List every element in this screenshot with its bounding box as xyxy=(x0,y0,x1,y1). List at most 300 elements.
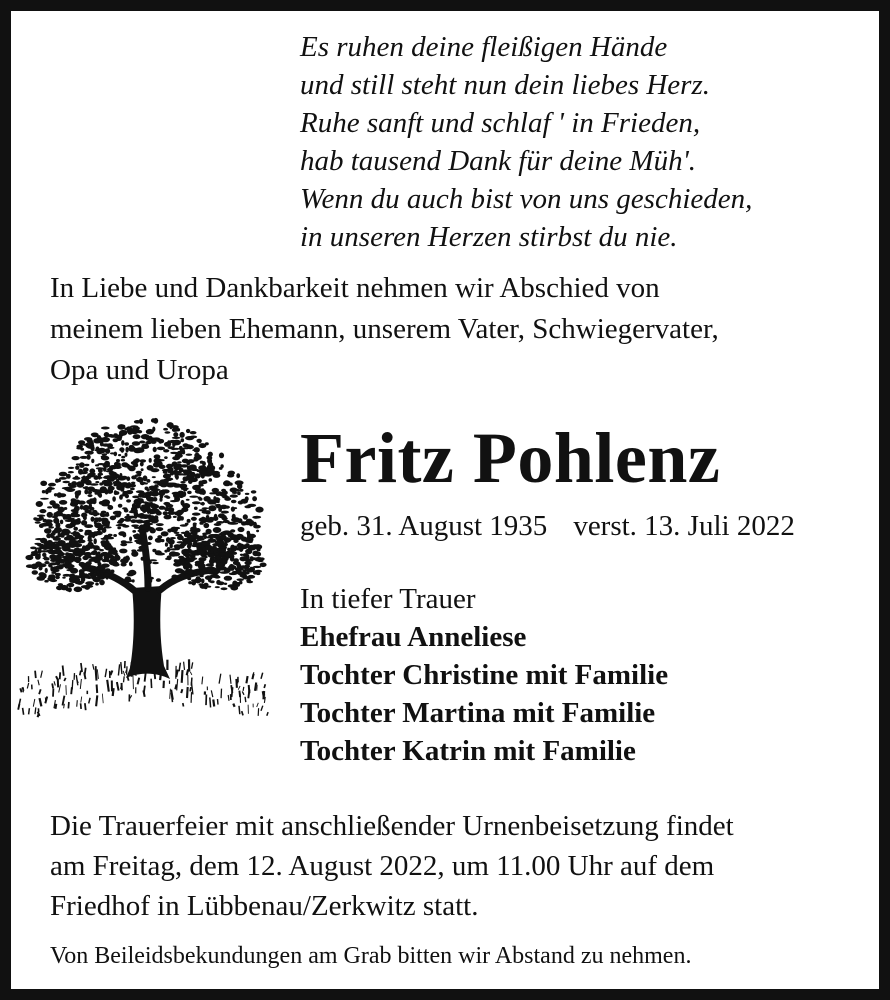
leaf-dot xyxy=(91,517,95,522)
leaf-dot xyxy=(127,572,135,576)
leaf-dot xyxy=(175,534,182,536)
leaf-dot xyxy=(232,492,238,494)
leaf-dot xyxy=(232,571,238,573)
leaf-dot xyxy=(232,552,237,555)
leaf-dot xyxy=(95,464,99,466)
grass-stroke xyxy=(255,683,256,691)
leaf-dot xyxy=(192,501,201,504)
poem-line: Es ruhen deine fleißigen Hände xyxy=(300,31,668,63)
leaf-dot xyxy=(55,479,59,483)
leaf-dot xyxy=(216,500,220,503)
leaf-dot xyxy=(97,570,100,574)
leaf-dot xyxy=(236,534,244,539)
leaf-dot xyxy=(104,546,107,549)
leaf-dot xyxy=(130,429,138,434)
leaf-dot xyxy=(174,559,178,562)
leaf-dot xyxy=(134,540,142,543)
leaf-dot xyxy=(86,561,92,565)
leaf-dot xyxy=(136,514,143,518)
leaf-dot xyxy=(50,574,55,579)
leaf-dot xyxy=(103,536,111,539)
leaf-dot xyxy=(191,473,195,477)
leaf-dot xyxy=(101,456,107,459)
leaf-dot xyxy=(57,492,62,498)
leaf-dot xyxy=(179,557,183,561)
leaf-dot xyxy=(200,572,205,576)
leaf-dot xyxy=(184,560,191,563)
leaf-dot xyxy=(134,527,141,529)
ceremony-details xyxy=(50,806,734,926)
leaf-dot xyxy=(182,459,189,464)
grass-stroke xyxy=(170,689,171,699)
leaf-dot xyxy=(68,587,72,592)
grass-stroke xyxy=(191,678,192,686)
leaf-dot xyxy=(71,481,77,486)
leaf-dot xyxy=(54,544,61,548)
leaf-dot xyxy=(112,496,116,502)
leaf-dot xyxy=(83,573,88,576)
leaf-dot xyxy=(166,496,170,499)
leaf-dot xyxy=(188,581,192,584)
leaf-dot xyxy=(227,474,234,478)
leaf-dot xyxy=(113,433,117,436)
leaf-dot xyxy=(166,464,173,469)
leaf-dot xyxy=(88,542,94,546)
leaf-dot xyxy=(207,468,215,473)
grass-stroke xyxy=(252,674,253,679)
leaf-dot xyxy=(69,488,76,491)
leaf-dot xyxy=(208,505,216,511)
leaf-dot xyxy=(56,586,63,591)
leaf-dot xyxy=(170,529,177,532)
leaf-dot xyxy=(97,517,102,522)
leaf-dot xyxy=(119,447,124,451)
leaf-dot xyxy=(216,556,221,560)
leaf-dot xyxy=(122,491,127,496)
leaf-dot xyxy=(131,519,137,523)
leaf-dot xyxy=(156,523,164,526)
leaf-dot xyxy=(165,483,172,485)
grass-stroke xyxy=(124,676,125,682)
leaf-dot xyxy=(45,568,48,573)
leaf-dot xyxy=(94,558,98,561)
leaf-dot xyxy=(94,538,97,544)
leaf-dot xyxy=(48,483,56,487)
leaf-dot xyxy=(192,513,201,516)
leaf-dot xyxy=(206,536,211,538)
leaf-dot xyxy=(231,500,237,503)
leaf-dot xyxy=(53,518,59,524)
ceremony-line: am Freitag, dem 12. August 2022, um 11.00 Uhr auf dem xyxy=(50,850,715,882)
leaf-dot xyxy=(247,575,255,579)
leaf-dot xyxy=(163,511,168,515)
leaf-dot xyxy=(118,454,121,456)
closing-note: Von Beileidsbekundungen am Grab bitten wir Abstand zu nehmen. xyxy=(50,943,692,969)
leaf-dot xyxy=(247,504,256,507)
leaf-dot xyxy=(84,524,93,528)
mourner-name: Tochter Katrin mit Familie xyxy=(300,735,636,767)
leaf-dot xyxy=(163,502,170,505)
leaf-dot xyxy=(77,445,83,449)
leaf-dot xyxy=(59,559,65,564)
leaf-dot xyxy=(227,548,230,551)
grass-stroke xyxy=(93,664,94,670)
grass-stroke xyxy=(52,683,53,688)
leaf-dot xyxy=(135,533,140,538)
leaf-dot xyxy=(71,520,78,525)
grass-stroke xyxy=(111,671,113,676)
leaf-dot xyxy=(243,553,248,557)
leaf-dot xyxy=(68,467,75,469)
grass-stroke xyxy=(245,697,246,702)
leaf-dot xyxy=(130,509,138,512)
leaf-dot xyxy=(53,537,61,541)
grass-stroke xyxy=(77,700,78,707)
leaf-dot xyxy=(152,549,156,552)
leaf-dot xyxy=(82,545,86,551)
leaf-dot xyxy=(40,481,47,486)
leaf-dot xyxy=(62,481,70,484)
leaf-dot xyxy=(117,527,121,530)
grass-stroke xyxy=(151,679,152,688)
leaf-dot xyxy=(72,477,80,480)
grass-stroke xyxy=(211,690,213,697)
leaf-dot xyxy=(71,574,75,578)
leaf-dot xyxy=(107,543,111,548)
grass-stroke xyxy=(190,672,192,675)
leaf-dot xyxy=(157,447,165,451)
grass-stroke xyxy=(23,708,24,715)
grass-stroke xyxy=(177,679,178,691)
leaf-dot xyxy=(121,459,125,461)
grass-stroke xyxy=(84,672,85,679)
leaf-dot xyxy=(44,580,48,583)
leaf-dot xyxy=(89,557,93,559)
leaf-dot xyxy=(101,427,110,430)
leaf-dot xyxy=(136,471,142,474)
leaf-dot xyxy=(92,435,100,437)
leaf-dot xyxy=(192,542,199,547)
leaf-dot xyxy=(94,449,101,451)
ceremony-line: Friedhof in Lübbenau/Zerkwitz statt. xyxy=(50,890,479,922)
grass-stroke xyxy=(175,684,176,689)
leaf-dot xyxy=(121,440,124,446)
leaf-dot xyxy=(146,542,151,545)
leaf-dot xyxy=(163,470,168,474)
leaf-dot xyxy=(46,544,52,549)
leaf-dot xyxy=(97,438,101,441)
leaf-dot xyxy=(119,549,127,554)
leaf-dot xyxy=(90,498,97,500)
leaf-dot xyxy=(209,492,215,494)
grass-stroke xyxy=(202,677,203,685)
poem-line: und still steht nun dein liebes Herz. xyxy=(300,69,710,101)
leaf-dot xyxy=(124,442,129,445)
grass-stroke xyxy=(38,680,39,686)
grass-stroke xyxy=(121,662,122,674)
leaf-dot xyxy=(208,553,215,557)
leaf-dot xyxy=(43,557,50,559)
leaf-dot xyxy=(129,562,133,567)
leaf-dot xyxy=(127,579,133,582)
leaf-dot xyxy=(240,565,246,569)
leaf-dot xyxy=(131,482,135,485)
poem-line: Wenn du auch bist von uns geschieden, xyxy=(300,183,753,215)
leaf-dot xyxy=(241,572,250,575)
leaf-dot xyxy=(217,563,223,568)
leaf-dot xyxy=(52,532,56,536)
leaf-dot xyxy=(59,472,67,477)
leaf-dot xyxy=(63,574,71,577)
grass-stroke xyxy=(267,712,268,716)
leaf-dot xyxy=(228,532,233,538)
leaf-dot xyxy=(165,542,168,546)
leaf-dot xyxy=(130,425,138,427)
leaf-dot xyxy=(116,438,122,441)
leaf-dot xyxy=(59,500,67,505)
leaf-dot xyxy=(144,572,148,574)
grass-stroke xyxy=(81,697,82,703)
leaf-dot xyxy=(221,587,228,590)
leaf-dot xyxy=(33,517,37,520)
grass-stroke xyxy=(246,676,247,683)
leaf-dot xyxy=(109,465,117,469)
leaf-dot xyxy=(177,461,182,463)
leaf-dot xyxy=(143,558,146,560)
leaf-dot xyxy=(116,479,119,482)
leaf-dot xyxy=(146,438,154,441)
leaf-dot xyxy=(82,444,88,446)
grass-stroke xyxy=(264,691,265,699)
leaf-dot xyxy=(177,546,181,549)
leaf-dot xyxy=(39,509,46,513)
leaf-dot xyxy=(34,543,41,545)
leaf-dot xyxy=(79,562,86,567)
leaf-dot xyxy=(126,514,129,516)
leaf-dot xyxy=(139,441,145,444)
leaf-dot xyxy=(102,453,107,456)
leaf-dot xyxy=(243,514,248,519)
grass-stroke xyxy=(107,680,109,692)
leaf-dot xyxy=(205,575,213,580)
leaf-dot xyxy=(122,507,127,509)
leaf-dot xyxy=(166,537,171,542)
leaf-dot xyxy=(88,494,93,497)
leaf-dot xyxy=(75,466,79,470)
leaf-dot xyxy=(205,442,209,445)
leaf-dot xyxy=(47,506,52,508)
leaf-dot xyxy=(140,496,147,498)
grass-stroke xyxy=(145,673,146,681)
leaf-dot xyxy=(255,570,262,573)
leaf-dot xyxy=(159,491,165,496)
leaf-dot xyxy=(247,581,254,584)
leaf-dot xyxy=(113,534,117,537)
leaf-dot xyxy=(225,506,230,509)
leaf-dot xyxy=(214,544,219,546)
leaf-dot xyxy=(84,486,89,490)
leaf-dot xyxy=(110,572,114,578)
leaf-dot xyxy=(80,456,88,459)
leaf-dot xyxy=(90,570,94,573)
grass-stroke xyxy=(71,687,72,694)
leaf-dot xyxy=(88,539,93,542)
farewell-intro xyxy=(50,268,719,391)
leaf-dot xyxy=(156,439,162,442)
leaf-dot xyxy=(150,528,156,533)
leaf-dot xyxy=(178,517,184,521)
leaf-dot xyxy=(114,515,120,518)
leaf-dot xyxy=(133,434,141,439)
leaf-dot xyxy=(157,535,162,539)
leaf-dot xyxy=(104,526,112,528)
leaf-dot xyxy=(83,477,87,481)
leaf-dot xyxy=(140,482,146,485)
grass-stroke xyxy=(27,683,28,689)
leaf-dot xyxy=(55,575,60,579)
grass-stroke xyxy=(183,703,184,706)
grass-stroke xyxy=(97,669,98,679)
leaf-dot xyxy=(206,518,214,523)
leaf-dot xyxy=(127,557,130,561)
leaf-dot xyxy=(67,584,71,587)
grass-stroke xyxy=(182,670,183,683)
leaf-dot xyxy=(90,483,99,485)
leaf-dot xyxy=(187,535,196,541)
leaf-dot xyxy=(58,531,61,536)
tree-illustration-icon xyxy=(14,410,276,740)
leaf-dot xyxy=(247,531,251,535)
leaf-dot xyxy=(164,550,167,553)
grass-stroke xyxy=(143,690,144,696)
leaf-dot xyxy=(35,547,43,549)
leaf-dot xyxy=(49,523,53,527)
leaf-dot xyxy=(78,501,86,505)
grass-stroke xyxy=(60,672,61,679)
leaf-dot xyxy=(36,501,43,507)
leaf-dot xyxy=(126,499,131,502)
mourners-heading: In tiefer Trauer xyxy=(300,583,476,615)
leaf-dot xyxy=(107,489,113,494)
leaf-dot xyxy=(146,429,154,435)
leaf-dot xyxy=(42,553,46,557)
leaf-dot xyxy=(190,431,197,434)
poem-line: Ruhe sanft und schlaf ' in Frieden, xyxy=(300,107,701,139)
leaf-dot xyxy=(185,436,194,440)
leaf-dot xyxy=(63,517,66,520)
leaf-dot xyxy=(199,518,207,523)
leaf-dot xyxy=(199,497,203,500)
leaf-dot xyxy=(42,490,46,493)
leaf-dot xyxy=(201,502,204,506)
leaf-dot xyxy=(92,510,97,514)
grass-stroke xyxy=(97,685,98,694)
leaf-dot xyxy=(216,560,221,562)
leaf-dot xyxy=(137,520,144,523)
leaf-dot xyxy=(50,555,55,560)
grass-stroke xyxy=(210,697,211,707)
leaf-dot xyxy=(51,569,60,573)
leaf-dot xyxy=(181,438,185,442)
grass-stroke xyxy=(80,679,81,689)
leaf-dot xyxy=(189,496,198,498)
leaf-dot xyxy=(175,527,179,529)
grass-stroke xyxy=(213,700,214,707)
leaf-dot xyxy=(235,480,244,485)
grass-stroke xyxy=(41,671,43,678)
grass-stroke xyxy=(261,673,263,679)
leaf-dot xyxy=(153,497,158,502)
leaf-dot xyxy=(200,584,207,589)
grass-stroke xyxy=(35,707,36,714)
leaf-dot xyxy=(248,545,257,551)
leaf-dot xyxy=(182,550,191,554)
leaf-dot xyxy=(124,518,131,521)
grass-stroke xyxy=(184,662,185,670)
leaf-dot xyxy=(133,551,138,556)
leaf-dot xyxy=(98,474,101,480)
leaf-dot xyxy=(244,561,251,565)
leaf-dot xyxy=(78,529,83,532)
leaf-dot xyxy=(103,467,107,472)
leaf-dot xyxy=(165,431,171,433)
leaf-dot xyxy=(152,476,156,478)
leaf-dot xyxy=(73,527,78,531)
grass-stroke xyxy=(54,681,55,685)
leaf-dot xyxy=(62,577,65,579)
leaf-dot xyxy=(216,504,221,509)
grass-stroke xyxy=(80,671,81,676)
leaf-dot xyxy=(252,496,257,501)
leaf-dot xyxy=(52,502,55,506)
leaf-dot xyxy=(96,467,104,469)
grass-stroke xyxy=(89,698,90,704)
leaf-dot xyxy=(89,442,92,446)
leaf-dot xyxy=(201,488,205,492)
leaf-dot xyxy=(227,522,236,525)
grass-stroke xyxy=(105,669,106,677)
leaf-dot xyxy=(177,451,183,455)
leaf-dot xyxy=(84,464,89,466)
leaf-dot xyxy=(54,549,61,555)
leaf-dot xyxy=(194,507,198,510)
leaf-dot xyxy=(97,552,100,555)
leaf-dot xyxy=(79,569,85,574)
grass-stroke xyxy=(35,671,36,678)
leaf-dot xyxy=(141,445,149,449)
leaf-dot xyxy=(180,481,186,483)
leaf-dot xyxy=(164,515,172,520)
leaf-dot xyxy=(198,564,205,570)
leaf-dot xyxy=(230,494,238,497)
leaf-dot xyxy=(140,533,144,538)
leaf-dot xyxy=(148,536,153,541)
leaf-dot xyxy=(251,490,257,493)
leaf-dot xyxy=(103,514,110,517)
leaf-dot xyxy=(38,572,45,576)
leaf-dot xyxy=(116,459,120,462)
leaf-dot xyxy=(151,488,159,492)
leaf-dot xyxy=(110,436,114,438)
leaf-dot xyxy=(75,540,79,544)
leaf-dot xyxy=(64,544,70,547)
leaf-dot xyxy=(132,530,136,533)
leaf-dot xyxy=(116,524,124,526)
leaf-dot xyxy=(187,519,191,523)
grass-stroke xyxy=(33,699,35,707)
leaf-dot xyxy=(187,544,191,549)
leaf-dot xyxy=(220,531,228,535)
